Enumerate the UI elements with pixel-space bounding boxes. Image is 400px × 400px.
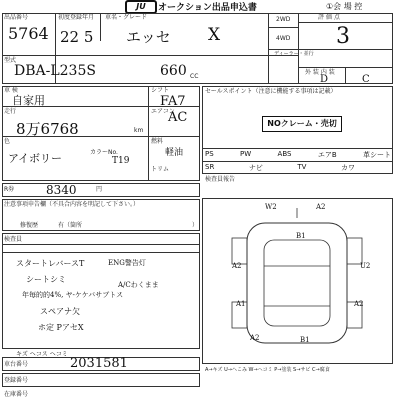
- dealer-hint: ディーラー・並行: [274, 51, 314, 57]
- registration-block: [2, 373, 200, 387]
- score-value: 3: [336, 24, 350, 49]
- mark-a1: A1: [236, 300, 246, 308]
- car-grade-label: 車名・グレード: [105, 14, 148, 21]
- 4wd-label: 4WD: [276, 35, 291, 42]
- registration-label: 登録番号: [4, 377, 29, 384]
- equip-ps: PS: [205, 150, 214, 158]
- int-value: C: [362, 74, 370, 85]
- type-label: 型式: [4, 57, 17, 64]
- ac-value: AC: [168, 110, 188, 125]
- inspector-label: 検査員: [4, 236, 23, 243]
- first-reg-label: 初度登録年月: [58, 14, 95, 21]
- extra-note-1: ENG警告灯: [108, 259, 146, 267]
- chassis-value: 2031581: [70, 356, 128, 371]
- equip-kawa: カワ: [340, 164, 355, 172]
- cc-label: CC: [190, 73, 199, 80]
- fuel-label: 燃料: [151, 138, 164, 145]
- mileage-unit: km: [134, 127, 144, 134]
- equip-tv: TV: [297, 163, 307, 171]
- 2wd-label: 2WD: [276, 16, 291, 23]
- report-label: 検査員報告: [205, 176, 236, 183]
- type-value: DBA-L235S: [14, 63, 96, 79]
- color-no-value: T19: [112, 156, 130, 166]
- condition-title: 注意事項申告欄（不具合内容を明記して下さい。）: [4, 201, 140, 208]
- mark-b1: B1: [296, 232, 306, 240]
- repair-label: 修復歴: [20, 222, 39, 229]
- sales-point-label: セールスポイント（注意に機能する事項は記載）: [205, 88, 337, 95]
- color-value: アイボリー: [8, 152, 63, 165]
- mark-b1-bottom: B1: [300, 336, 310, 344]
- recycle-label: R券: [4, 186, 15, 193]
- inspection-value: 自家用: [12, 94, 45, 107]
- note-1: スタートレバースT: [16, 259, 85, 268]
- mileage-label: 走行: [4, 108, 17, 115]
- equip-sr: SR: [205, 163, 215, 171]
- first-reg-value: 22 5: [60, 28, 94, 46]
- mark-a2-left: A2: [232, 262, 242, 270]
- stock-label: 在庫番号: [4, 391, 29, 398]
- equip-navi: ナビ: [248, 164, 263, 172]
- mark-a2-top: A2: [316, 203, 326, 211]
- damage-legend: A→キズ U→へこみ W→ヘコミ P→塗装 S→サビ C→腐食: [205, 367, 330, 373]
- color-label: 色: [4, 138, 11, 145]
- ext-int-label: 外 装 内 装: [305, 69, 335, 76]
- mark-w2: W2: [265, 203, 277, 211]
- grade-score-label: 評 価 点: [318, 14, 340, 21]
- note-5: ホ定 PアセX: [38, 323, 84, 332]
- repair-close: ）: [192, 222, 199, 229]
- mark-a2-bottom: A2: [250, 334, 260, 342]
- repair-value: 有（箇所: [58, 222, 83, 229]
- note-6: キズ ヘコス ヘコミ: [16, 351, 68, 358]
- equip-abs: ABS: [277, 150, 292, 158]
- no-claim-badge: NOクレーム・売切: [262, 116, 342, 132]
- car-name-value: エッセ: [126, 28, 171, 46]
- recycle-unit: 円: [96, 186, 103, 193]
- ac-label: エアコン: [151, 108, 175, 115]
- venue-label: ①会 場 控: [326, 2, 363, 11]
- shift-label: シフト: [151, 87, 170, 94]
- mark-a2-right: A2: [354, 300, 364, 308]
- mileage-value: 8万6768: [16, 120, 79, 138]
- extra-note-2: A/Cわくまま: [118, 281, 159, 289]
- ext-value: D: [320, 74, 329, 85]
- ju-logo: JU: [125, 0, 157, 14]
- trim-label: トリム: [151, 166, 170, 173]
- recycle-value: 8340: [46, 183, 77, 197]
- equip-airbag: エアB: [317, 151, 337, 159]
- lot-no-value: 5764: [8, 24, 49, 43]
- chassis-label: 車台番号: [4, 361, 29, 368]
- equipment-row-1: [205, 150, 391, 160]
- note-3: 年毎的的4%, ヤ-ケケバサブトス: [22, 291, 124, 299]
- equip-leather: 革シート: [363, 151, 391, 159]
- cc-value: 660: [160, 63, 187, 79]
- shift-value: FA7: [160, 94, 186, 109]
- inspection-label: 車 検: [4, 87, 18, 94]
- form-title: オークション出品申込書: [158, 3, 257, 13]
- lot-no-label: 出品番号: [4, 14, 29, 21]
- equipment-row-2: [205, 163, 355, 173]
- note-2: シートシミ: [26, 275, 66, 284]
- fuel-value: 軽油: [165, 148, 184, 158]
- car-diagram: [202, 198, 393, 364]
- mark-u2: U2: [360, 262, 371, 270]
- color-no-label: カラーNo.: [90, 149, 118, 156]
- note-4: スペアナ欠: [40, 307, 80, 316]
- grade-value: X: [208, 25, 221, 45]
- equip-pw: PW: [240, 150, 252, 158]
